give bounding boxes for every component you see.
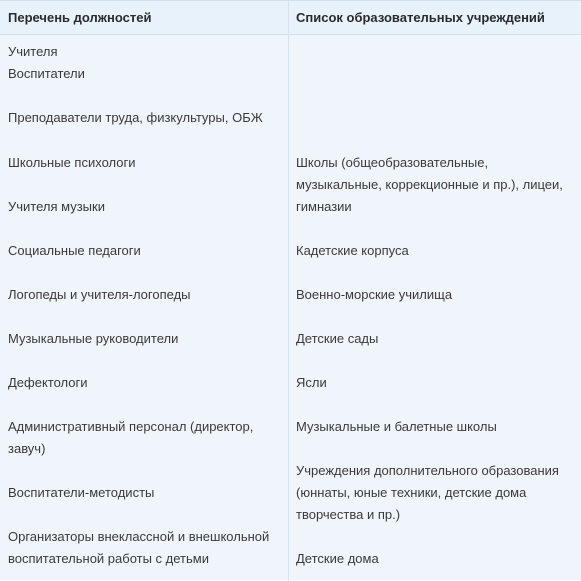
institution-schools-line2: музыкальные, коррекционные и пр.), лицеи, [296, 177, 563, 192]
institution-schools-line1: Школы (общеобразовательные, [296, 155, 489, 170]
column-divider [288, 1, 289, 581]
position-music-teachers: Учителя музыки [8, 199, 105, 214]
institution-additional-education-line1: Учреждения дополнительного образования [296, 463, 559, 478]
institution-additional-education-line2: (юннаты, юные техники, детские дома [296, 485, 527, 500]
position-defectologists: Дефектологи [8, 375, 88, 390]
position-social-pedagogues: Социальные педагоги [8, 243, 141, 258]
institution-naval-schools: Военно-морские училища [296, 287, 453, 302]
header-positions: Перечень должностей [8, 10, 152, 25]
position-organizers-line2: воспитательной работы с детьми [8, 551, 209, 566]
position-organizers-line1: Организаторы внеклассной и внешкольной [8, 529, 270, 544]
institution-cadet-corps: Кадетские корпуса [296, 243, 409, 258]
position-educators: Воспитатели [8, 66, 85, 81]
institution-music-ballet-schools: Музыкальные и балетные школы [296, 419, 497, 434]
header-institutions: Список образовательных учреждений [296, 10, 545, 25]
institution-nurseries: Ясли [296, 375, 327, 390]
position-teachers: Учителя [8, 44, 58, 59]
position-administrative-staff-line1: Административный персонал (директор, [8, 419, 254, 434]
institution-orphanages: Детские дома [296, 551, 379, 566]
position-methodologist-educators: Воспитатели-методисты [8, 485, 155, 500]
position-music-directors: Музыкальные руководители [8, 331, 179, 346]
institution-schools-line3: гимназии [296, 199, 352, 214]
position-administrative-staff-line2: завуч) [8, 441, 46, 456]
institution-additional-education-line3: творчества и пр.) [296, 507, 401, 522]
position-labor-pe-teachers: Преподаватели труда, физкультуры, ОБЖ [8, 110, 263, 125]
institution-kindergartens: Детские сады [296, 331, 379, 346]
position-speech-therapists: Логопеды и учителя-логопеды [8, 287, 191, 302]
position-school-psychologists: Школьные психологи [8, 155, 136, 170]
